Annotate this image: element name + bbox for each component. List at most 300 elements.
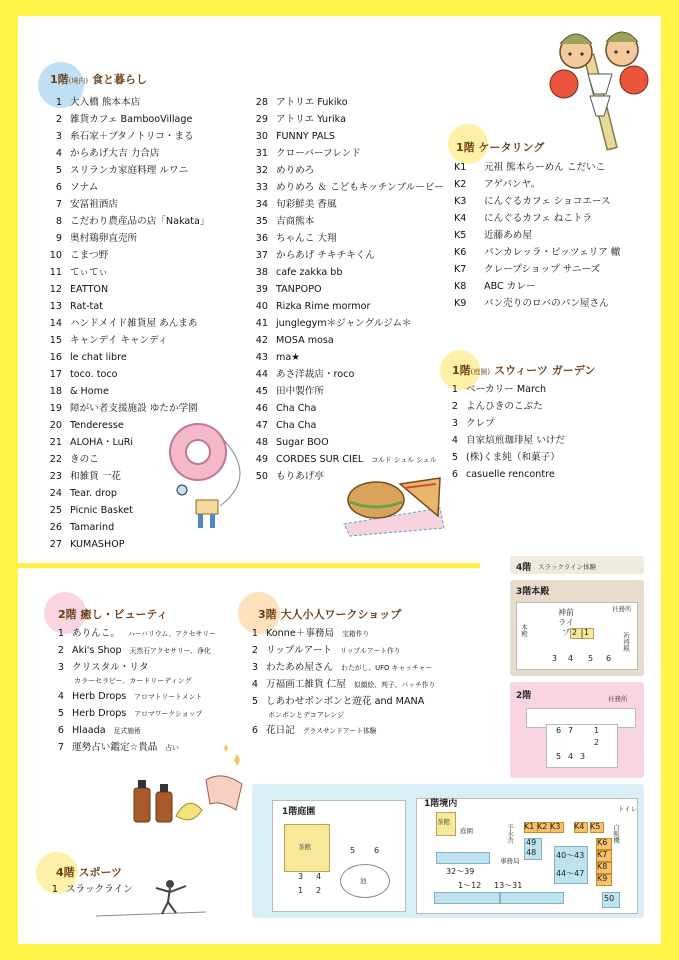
item-number: 14 xyxy=(49,318,62,329)
item-number: 24 xyxy=(49,488,62,499)
item-number: 50 xyxy=(255,471,268,482)
section-title-beauty xyxy=(58,606,168,622)
item-number: 6 xyxy=(251,725,258,736)
floor-sub: (庭園) xyxy=(470,368,491,376)
item-name: アトリエ Fukiko xyxy=(276,97,348,108)
map-booth-block xyxy=(436,852,490,864)
item-number: 47 xyxy=(255,420,268,431)
list-item xyxy=(236,625,435,642)
item-number: 12 xyxy=(49,284,62,295)
item-name: Konne＋事務局 xyxy=(266,628,335,639)
item-number: 1 xyxy=(55,97,62,108)
map-k-label: K6 xyxy=(597,838,608,847)
section-name: スポーツ xyxy=(78,866,123,879)
list-item xyxy=(246,196,444,213)
list-item xyxy=(454,210,621,227)
map-floor4-note: スラックライン体験 xyxy=(538,563,597,571)
item-note: 宝箱作り xyxy=(342,630,370,638)
item-name: Picnic Basket xyxy=(70,505,133,516)
map-booth-num: 49 xyxy=(526,838,537,847)
item-number: 4 xyxy=(55,148,62,159)
list-item xyxy=(40,281,210,298)
section-title-workshop xyxy=(258,606,401,622)
map-k-label: K5 xyxy=(590,822,601,831)
list-item xyxy=(454,278,621,295)
map-floor2-num: 7 xyxy=(568,726,574,735)
list-item xyxy=(40,366,210,383)
item-name: きのこ xyxy=(70,454,99,465)
item-number: K6 xyxy=(454,247,467,258)
map-precinct-garden-label: 庭園 xyxy=(460,827,473,835)
list-item xyxy=(454,227,621,244)
item-subnote: カラーセラピー、カードリーディング xyxy=(74,677,192,685)
list-item xyxy=(42,688,216,705)
list-item xyxy=(454,261,621,278)
item-name: junglegym＊ジャングルジム＊ xyxy=(276,318,412,329)
list-item xyxy=(40,315,210,332)
list-item xyxy=(40,230,210,247)
floor-label: 1階 xyxy=(50,73,69,86)
list-item xyxy=(246,264,444,281)
list-item xyxy=(246,230,444,247)
list-item xyxy=(246,315,444,332)
item-number: 3 xyxy=(251,662,258,673)
item-name: スラックライン xyxy=(66,884,133,895)
item-note: アロマトリートメント xyxy=(134,693,203,701)
aroma-illustration xyxy=(126,740,250,836)
floor-label: 4階 xyxy=(56,866,75,879)
map-range-label: 13〜31 xyxy=(494,881,523,890)
item-name: しあわせボンボンと遊花 and MANA xyxy=(266,696,425,707)
map-floor2-num: 3 xyxy=(580,752,586,761)
item-number: 31 xyxy=(255,148,268,159)
list-item xyxy=(246,162,444,179)
map-floor2-num: 4 xyxy=(568,752,574,761)
map-garden-num: 5 xyxy=(350,846,356,855)
list-item xyxy=(40,247,210,264)
list-item xyxy=(40,332,210,349)
item-note: リップルアート作り xyxy=(340,647,401,655)
sweets-list xyxy=(436,381,565,483)
list-item xyxy=(246,434,444,451)
item-number: 25 xyxy=(49,505,62,516)
list-item xyxy=(246,383,444,400)
item-name: アトリエ Yurika xyxy=(276,114,346,125)
list-item xyxy=(246,332,444,349)
item-number: 2 xyxy=(57,645,64,656)
map-garden-pond-label: 池 xyxy=(360,877,367,885)
item-number: 10 xyxy=(49,250,62,261)
item-name: 和雑貨 一花 xyxy=(70,471,122,482)
list-item xyxy=(236,659,435,676)
list-item xyxy=(246,128,444,145)
section-divider xyxy=(18,563,480,568)
map-floor2-num: 2 xyxy=(594,738,600,747)
list-item xyxy=(40,145,210,162)
item-name: 障がい者支援施設 ゆたか学園 xyxy=(70,403,198,414)
item-number: 30 xyxy=(255,131,268,142)
map-floor3-title: 3階本殿 xyxy=(516,587,550,597)
map-floor3-honden: 本殿 xyxy=(520,624,528,637)
item-note: アロマワークショップ xyxy=(134,710,203,718)
map-precinct-tea-label: 茶館 xyxy=(437,818,450,826)
item-name: てぃてぃ xyxy=(70,267,108,278)
item-name: ベーカリー March xyxy=(466,384,547,395)
item-number: 45 xyxy=(255,386,268,397)
list-item xyxy=(246,111,444,128)
list-item xyxy=(246,417,444,434)
mascot-illustration xyxy=(548,14,652,154)
list-item xyxy=(454,244,621,261)
item-name: FUNNY PALS xyxy=(276,131,335,142)
item-name: からあげ大吉 力合店 xyxy=(70,148,160,159)
item-number: 38 xyxy=(255,267,268,278)
section-name: スウィーツ ガーデン xyxy=(493,364,596,377)
item-number: 39 xyxy=(255,284,268,295)
item-number: 44 xyxy=(255,369,268,380)
item-name: Rat-tat xyxy=(70,301,103,312)
item-name: パンカレッラ・ピッツェリア 轍 xyxy=(484,247,621,258)
map-floor2-num: 1 xyxy=(594,726,600,735)
item-name: 近藤あめ屋 xyxy=(484,230,532,241)
list-item xyxy=(40,536,210,553)
item-number: 34 xyxy=(255,199,268,210)
item-name: めりめろ xyxy=(276,165,315,176)
item-number: 28 xyxy=(255,97,268,108)
list-item xyxy=(246,94,444,111)
map-precinct-vending: 自販機 xyxy=(612,824,620,844)
map-floor2-num: 6 xyxy=(556,726,562,735)
item-number: 5 xyxy=(451,452,458,463)
item-name: EATTON xyxy=(70,284,109,295)
item-number: K9 xyxy=(454,298,467,309)
item-number: 2 xyxy=(55,114,62,125)
item-number: K7 xyxy=(454,264,467,275)
item-name: (株)くま純（和菓子） xyxy=(466,452,560,463)
item-name: Aki's Shop xyxy=(72,645,122,656)
map-garden-num: 6 xyxy=(374,846,380,855)
item-name: Herb Drops xyxy=(72,691,127,702)
beauty-list xyxy=(42,625,216,756)
section-name: 癒し・ビューティ xyxy=(80,608,168,621)
item-name: めりめろ ＆ こどもキッチンブルービー xyxy=(276,182,444,193)
item-name: クレプ xyxy=(466,418,495,429)
section-title-food xyxy=(50,71,147,87)
item-name: にんぐるカフェ ねこトラ xyxy=(484,213,593,224)
item-number: K3 xyxy=(454,196,467,207)
list-item xyxy=(246,298,444,315)
item-name: KUMASHOP xyxy=(70,539,125,550)
list-item xyxy=(246,213,444,230)
item-name: casuelle rencontre xyxy=(466,469,555,480)
list-item xyxy=(454,193,621,210)
map-floor2-num: 5 xyxy=(556,752,562,761)
list-item xyxy=(40,179,210,196)
item-name: TANPOPO xyxy=(276,284,322,295)
list-item xyxy=(246,349,444,366)
item-name: & Home xyxy=(70,386,109,397)
item-name: 元祖 熊本らーめん こだいこ xyxy=(484,162,606,173)
map-garden-tea-label: 茶館 xyxy=(298,843,311,851)
map-garden-num: 1 xyxy=(298,886,304,895)
item-number: 1 xyxy=(251,628,258,639)
item-number: 43 xyxy=(255,352,268,363)
item-name: Rizka Rime mormor xyxy=(276,301,371,312)
list-item xyxy=(40,128,210,145)
item-name: ちゃんこ 大翔 xyxy=(276,233,337,244)
item-number: 4 xyxy=(451,435,458,446)
item-number: 7 xyxy=(55,199,62,210)
map-floor3-num: 1 xyxy=(584,628,590,637)
item-number: 33 xyxy=(255,182,268,193)
map-floor3-num: 2 xyxy=(572,628,578,637)
item-name: にんぐるカフェ ショコエース xyxy=(484,196,611,207)
item-note: 占い xyxy=(165,744,179,752)
item-name: ABC カレー xyxy=(484,281,536,292)
item-number: 23 xyxy=(49,471,62,482)
section-name: ケータリング xyxy=(478,141,545,154)
item-number: 11 xyxy=(49,267,62,278)
map-booth-num: 50 xyxy=(604,894,615,903)
list-item xyxy=(436,432,565,449)
item-name: パン売りのロバのパン屋さん xyxy=(484,298,609,309)
item-name: こまつ野 xyxy=(70,250,109,261)
list-item xyxy=(40,349,210,366)
item-name: クリスタル・リタ xyxy=(72,662,149,673)
item-name: 雑貨カフェ BambooVillage xyxy=(70,114,193,125)
item-name: もりあげ亭 xyxy=(276,471,324,482)
item-number: 37 xyxy=(255,250,268,261)
item-number: 4 xyxy=(251,679,258,690)
item-number: 36 xyxy=(255,233,268,244)
map-precinct-toilet: トイレ xyxy=(618,805,638,813)
map-range-label: 40〜43 xyxy=(556,851,585,860)
item-name: Cha Cha xyxy=(276,420,317,431)
item-number: 6 xyxy=(55,182,62,193)
item-number: 6 xyxy=(57,725,64,736)
list-item xyxy=(246,179,444,196)
item-note: ハーバリウム、アクセサリー xyxy=(127,630,216,638)
item-note: グラスサンドアート体験 xyxy=(302,727,377,735)
list-item xyxy=(40,162,210,179)
list-item xyxy=(246,145,444,162)
item-number: 7 xyxy=(57,742,64,753)
map-floor3-office: 社務所 xyxy=(612,605,632,613)
item-number: K5 xyxy=(454,230,467,241)
map-range-label: 32〜39 xyxy=(446,867,475,876)
item-name: スリランカ家庭料理 ルワニ xyxy=(70,165,189,176)
item-name: 糸石家＋ブタノトリコ・まる xyxy=(70,131,194,142)
item-name: よんひきのこぶた xyxy=(466,401,543,412)
section-name: 食と暮らし xyxy=(91,73,147,86)
item-name: からあげ チキチキくん xyxy=(276,250,375,261)
item-name: 大入橋 熊本本店 xyxy=(70,97,141,108)
item-number: K1 xyxy=(454,162,467,173)
list-item xyxy=(246,400,444,417)
map-booth-block xyxy=(500,892,564,904)
list-item xyxy=(42,625,216,642)
list-item xyxy=(246,451,444,468)
workshop-list xyxy=(236,625,435,739)
item-number: 29 xyxy=(255,114,268,125)
item-number: K8 xyxy=(454,281,467,292)
map-floor2-title: 2階 xyxy=(516,691,532,701)
map-k-label: K7 xyxy=(597,850,608,859)
catering-list xyxy=(454,159,621,312)
item-note: コルド シュル シェル xyxy=(371,456,437,464)
item-number: 19 xyxy=(49,403,62,414)
list-item xyxy=(246,366,444,383)
list-item xyxy=(236,693,435,710)
item-name: Cha Cha xyxy=(276,403,317,414)
list-item xyxy=(246,247,444,264)
list-item xyxy=(236,676,435,693)
item-name: こだわり農産品の店「Nakata」 xyxy=(70,216,210,227)
list-item xyxy=(436,398,565,415)
item-number: 2 xyxy=(251,645,258,656)
slackline-illustration xyxy=(96,876,206,926)
item-name: わたあめ屋さん xyxy=(266,662,334,673)
item-number: 20 xyxy=(49,420,62,431)
item-name: toco. toco xyxy=(70,369,118,380)
item-number: 17 xyxy=(49,369,62,380)
map-precinct-handwash: 手水舎 xyxy=(506,824,514,844)
list-item xyxy=(40,196,210,213)
map-k-label: K9 xyxy=(597,874,608,883)
section-name: 大人小人ワークショップ xyxy=(280,608,402,621)
list-item xyxy=(246,281,444,298)
item-name: ALOHA・LuRi xyxy=(70,437,134,448)
list-item xyxy=(454,159,621,176)
item-name: 吉商熊本 xyxy=(276,216,315,227)
item-number: 5 xyxy=(251,696,258,707)
item-number: 41 xyxy=(255,318,268,329)
item-number: 1 xyxy=(451,384,458,395)
map-precinct-title: 1階境内 xyxy=(424,799,458,809)
item-number: 15 xyxy=(49,335,62,346)
item-number: 3 xyxy=(57,662,64,673)
item-name: Herb Drops xyxy=(72,708,127,719)
item-name: ハンドメイド雑貨屋 あんまあ xyxy=(70,318,198,329)
floor-label: 1階 xyxy=(456,141,475,154)
item-number: 4 xyxy=(57,691,64,702)
item-subnote: ボンボンとデコアレンジ xyxy=(268,711,345,719)
item-number: 16 xyxy=(49,352,62,363)
item-number: 21 xyxy=(49,437,62,448)
map-floor3-num: 4 xyxy=(568,654,574,663)
item-name: 万福画工雑貨 仁屋 xyxy=(266,679,346,690)
item-number: 1 xyxy=(51,884,58,895)
item-name: cafe zakka bb xyxy=(276,267,343,278)
item-number: 13 xyxy=(49,301,62,312)
map-k-label: K8 xyxy=(597,862,608,871)
item-name: ma★ xyxy=(276,352,300,363)
item-note: 天然石アクセサリー、浄化 xyxy=(129,647,211,655)
map-k-label: K3 xyxy=(550,822,561,831)
list-item xyxy=(436,466,565,483)
item-number: 5 xyxy=(57,708,64,719)
item-name: キャンデイ キャンディ xyxy=(70,335,168,346)
floor-sub: (境内) xyxy=(68,77,89,85)
map-floor2-office: 社務所 xyxy=(608,695,628,703)
map-k-label: K1 xyxy=(524,822,535,831)
map-floor3-stage: 神前ライブ xyxy=(558,608,574,637)
item-name: ソナム xyxy=(70,182,99,193)
item-number: 35 xyxy=(255,216,268,227)
item-name: 奥村鶏卵直売所 xyxy=(70,233,138,244)
list-item xyxy=(236,722,435,739)
list-item xyxy=(40,264,210,281)
list-item xyxy=(40,400,210,417)
section-title-catering xyxy=(456,139,544,155)
item-name: Sugar BOO xyxy=(276,437,329,448)
item-number: 6 xyxy=(451,469,458,480)
map-floor3-num: 6 xyxy=(606,654,612,663)
item-number: 22 xyxy=(49,454,62,465)
item-number: K4 xyxy=(454,213,467,224)
item-name: 旬彩鮮美 香風 xyxy=(276,199,337,210)
list-item xyxy=(436,381,565,398)
map-precinct-office: 事務局 xyxy=(500,857,520,865)
map-booth-num: 48 xyxy=(526,848,537,857)
item-number: 2 xyxy=(451,401,458,412)
item-note: わたがし、UFO キャッチャー xyxy=(341,664,433,672)
item-number: 9 xyxy=(55,233,62,244)
item-name: 運勢占い鑑定☆貴晶 xyxy=(72,742,158,753)
item-name: le chat libre xyxy=(70,352,127,363)
list-item xyxy=(40,383,210,400)
map-range-label: 44〜47 xyxy=(556,869,585,878)
list-item xyxy=(436,449,565,466)
item-number: 3 xyxy=(451,418,458,429)
list-item xyxy=(42,722,216,739)
list-item xyxy=(40,94,210,111)
list-item xyxy=(454,176,621,193)
item-number: 48 xyxy=(255,437,268,448)
item-name: 田中製作所 xyxy=(276,386,324,397)
map-k-label: K4 xyxy=(574,822,585,831)
list-item xyxy=(42,642,216,659)
item-number: 5 xyxy=(55,165,62,176)
list-item xyxy=(454,295,621,312)
list-item xyxy=(42,705,216,722)
map-k-label: K2 xyxy=(537,822,548,831)
item-name: リップルアート xyxy=(266,645,333,656)
item-number: 40 xyxy=(255,301,268,312)
item-name: アゲパンヤ。 xyxy=(484,179,541,190)
item-name: 自家焙煎珈琲屋 いけだ xyxy=(466,435,565,446)
floor-label: 3階 xyxy=(258,608,277,621)
list-item xyxy=(42,659,216,676)
map-garden-title: 1階庭園 xyxy=(282,807,316,817)
item-name: CORDES SUR CIEL xyxy=(276,454,364,465)
map-floor3-num: 3 xyxy=(552,654,558,663)
item-name: Tamarind xyxy=(70,522,115,533)
item-name: Tear. drop xyxy=(70,488,117,499)
section-title-sweets xyxy=(452,362,595,378)
list-item xyxy=(236,642,435,659)
item-name: 安冨祖酒店 xyxy=(70,199,118,210)
item-number: 32 xyxy=(255,165,268,176)
item-name: 花日記 xyxy=(266,725,295,736)
list-item xyxy=(40,298,210,315)
item-number: 27 xyxy=(49,539,62,550)
map-garden-num: 2 xyxy=(316,886,322,895)
item-name: MOSA mosa xyxy=(276,335,334,346)
floor-label: 1階 xyxy=(452,364,471,377)
item-number: 18 xyxy=(49,386,62,397)
item-note: 似顔絵、判子、バッチ作り xyxy=(353,681,436,689)
